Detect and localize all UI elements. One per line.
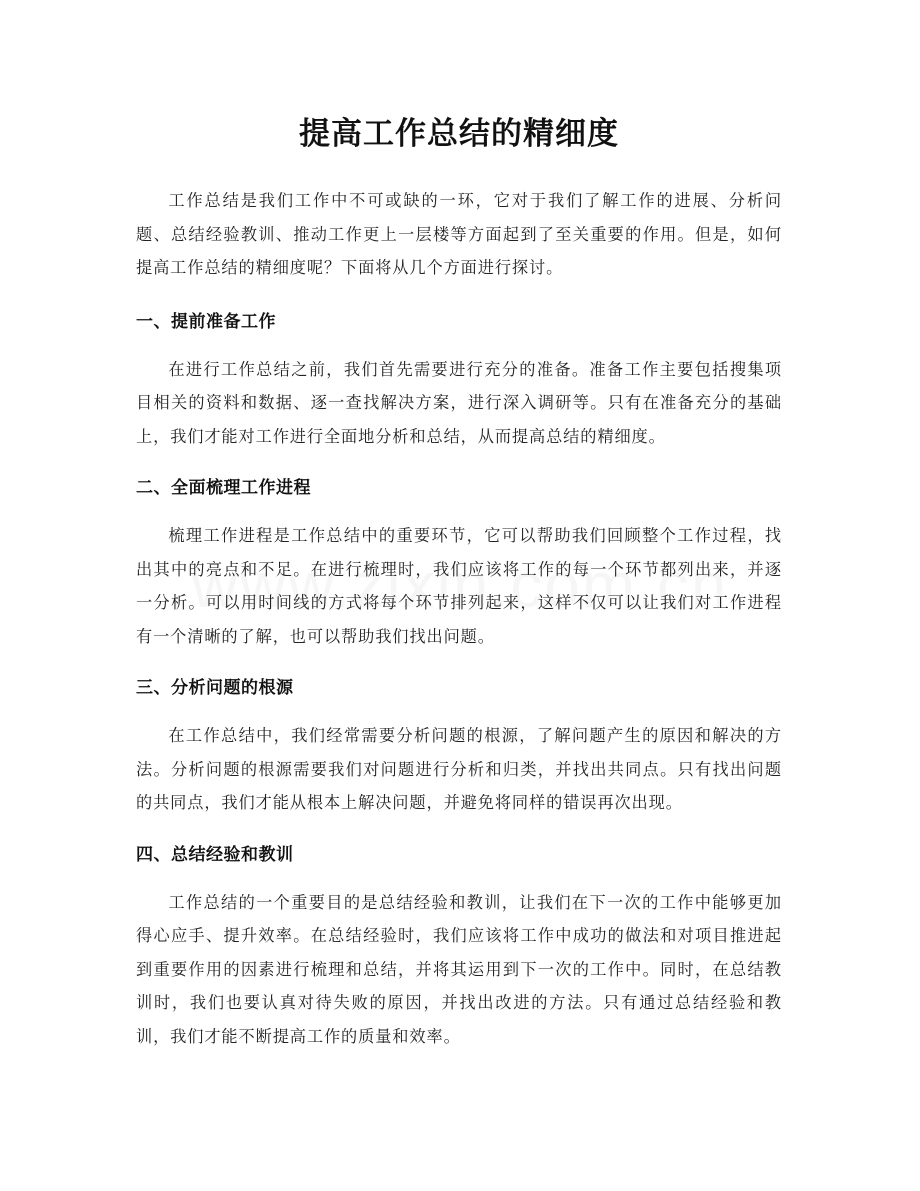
section-body-4: 工作总结的一个重要目的是总结经验和教训，让我们在下一次的工作中能够更加得心应手、提升效率。在总结经验时，我们应该将工作中成功的做法和对项目推进起到重要作用的因素进行梳理和总结，并将其运用到下一次的工作中。同时，在总结教训时，我们也要认真对待失败的原因，并找出改进的方法。只有通过总结经验和教训，我们才能不断提高工作的质量和效率。 — [136, 892, 782, 1046]
section-body-1: 在进行工作总结之前，我们首先需要进行充分的准备。准备工作主要包括搜集项目相关的资料和数据、逐一查找解决方案，进行深入调研等。只有在准备充分的基础上，我们才能对工作进行全面地分析和总结，从而提高总结的精细度。 — [136, 359, 782, 446]
section-heading-3: 三、分析问题的根源 — [136, 678, 294, 698]
section-body-2: 梳理工作进程是工作总结中的重要环节，它可以帮助我们回顾整个工作过程，找出其中的亮点和不足。在进行梳理时，我们应该将工作的每一个环节都列出来，并逐一分析。可以用时间线的方式将每个环节排列起来，这样不仅可以让我们对工作进程有一个清晰的了解，也可以帮助我们找出问题。 — [136, 526, 782, 646]
section-body-3: 在工作总结中，我们经常需要分析问题的根源，了解问题产生的原因和解决的方法。分析问题的根源需要我们对问题进行分析和归类，并找出共同点。只有找出问题的共同点，我们才能从根本上解决问题，并避免将同样的错误再次出现。 — [136, 726, 782, 812]
intro-paragraph: 工作总结是我们工作中不可或缺的一环，它对于我们了解工作的进展、分析问题、总结经验教训、推动工作更上一层楼等方面起到了至关重要的作用。但是，如何提高工作总结的精细度呢？下面将从几个方面进行探讨。 — [136, 191, 782, 277]
section-heading-2: 二、全面梳理工作进程 — [136, 478, 311, 498]
section-heading-4: 四、总结经验和教训 — [136, 844, 294, 865]
section-heading-1: 一、提前准备工作 — [136, 311, 276, 332]
document-title: 提高工作总结的精细度 — [299, 116, 619, 152]
